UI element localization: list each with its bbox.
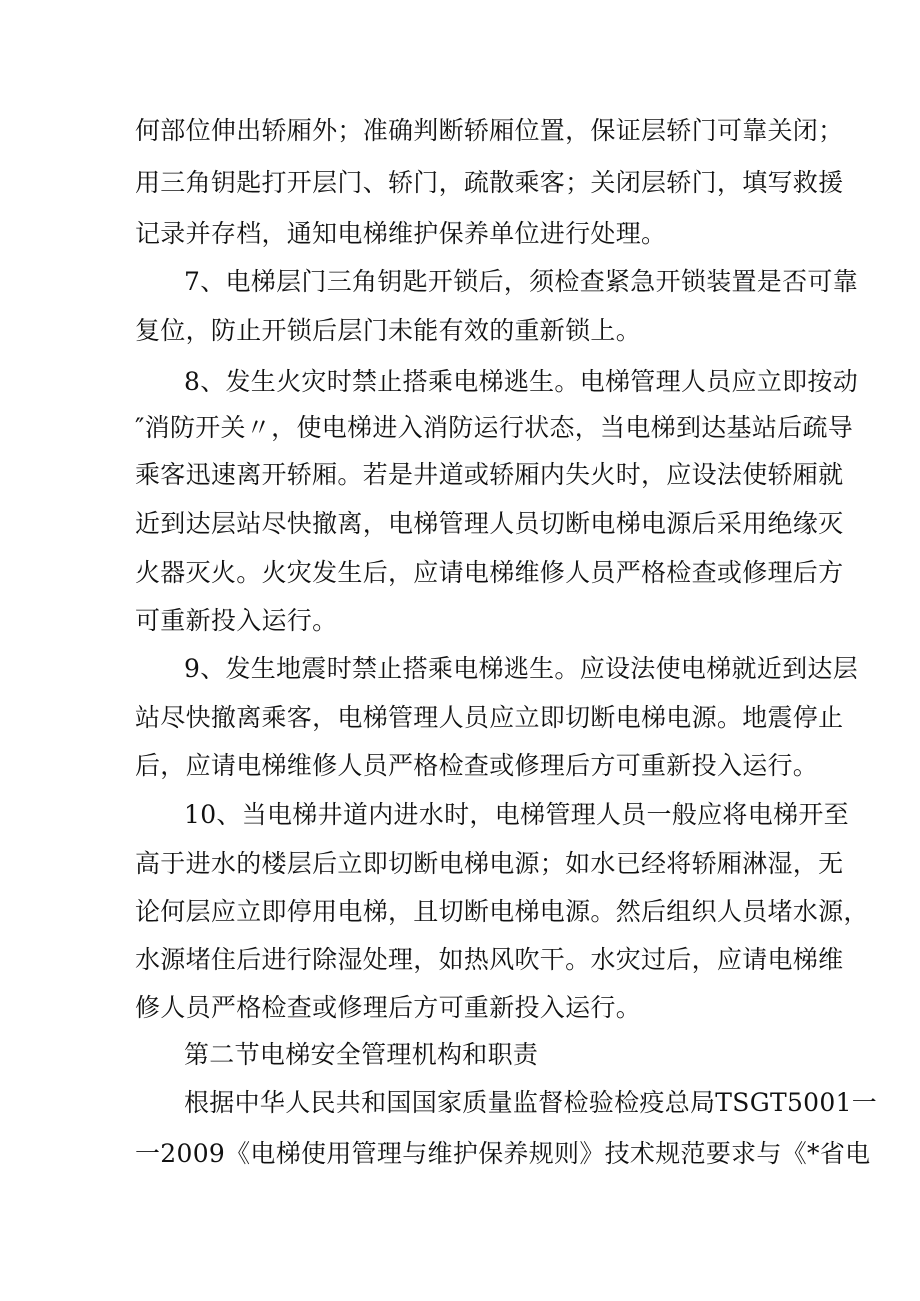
text-line: 后，应请电梯维修人员严格检查或修理后方可重新投入运行。 [135, 751, 819, 780]
text-line: 修人员严格检查或修理后方可重新投入运行。 [135, 993, 642, 1022]
paragraph-start-line: 10、当电梯井道内进水时，电梯管理人员一般应将电梯开至 [184, 800, 849, 829]
text-line: 乘客迅速离开轿厢。若是井道或轿厢内失火时，应设法使轿厢就 [135, 460, 844, 489]
text-line: 站尽快撤离乘客，电梯管理人员应立即切断电梯电源。地震停止 [135, 703, 844, 732]
text-line: 高于进水的楼层后立即切断电梯电源；如水已经将轿厢淋湿，无 [135, 849, 844, 878]
text-line: 记录并存档，通知电梯维护保养单位进行处理。 [135, 219, 667, 248]
section-heading: 第二节电梯安全管理机构和职责 [184, 1040, 539, 1069]
text-line: 用三角钥匙打开层门、轿门，疏散乘客；关闭层轿门，填写救援 [135, 168, 844, 197]
paragraph-start-line: 8、发生火灾时禁止搭乘电梯逃生。电梯管理人员应立即按动 [184, 367, 859, 396]
paragraph-start-line: 9、发生地震时禁止搭乘电梯逃生。应设法使电梯就近到达层 [184, 654, 859, 683]
text-line: 火器灭火。火灾发生后，应请电梯维修人员严格检查或修理后方 [135, 558, 844, 587]
text-line: 可重新投入运行。 [135, 606, 338, 635]
paragraph-start-line: 7、电梯层门三角钥匙开锁后，须检查紧急开锁装置是否可靠 [184, 267, 859, 296]
text-line: 近到达层站尽快撤离，电梯管理人员切断电梯电源后采用绝缘灭 [135, 509, 844, 538]
text-line: 一2009《电梯使用管理与维护保养规则》技术规范要求与《*省电 [135, 1139, 871, 1168]
paragraph-start-line: 根据中华人民共和国国家质量监督检验检疫总局TSGT5001一 [184, 1088, 878, 1117]
text-line: 水源堵住后进行除湿处理，如热风吹干。水灾过后，应请电梯维 [135, 945, 844, 974]
text-line: 何部位伸出轿厢外；准确判断轿厢位置，保证层轿门可靠关闭； [135, 116, 844, 145]
text-line: 复位，防止开锁后层门未能有效的重新锁上。 [135, 316, 642, 345]
text-line: 论何层应立即停用电梯，且切断电梯电源。然后组织人员堵水源， [135, 897, 869, 926]
text-line: ″消防开关〃，使电梯进入消防运行状态，当电梯到达基站后疏导 [135, 413, 854, 442]
